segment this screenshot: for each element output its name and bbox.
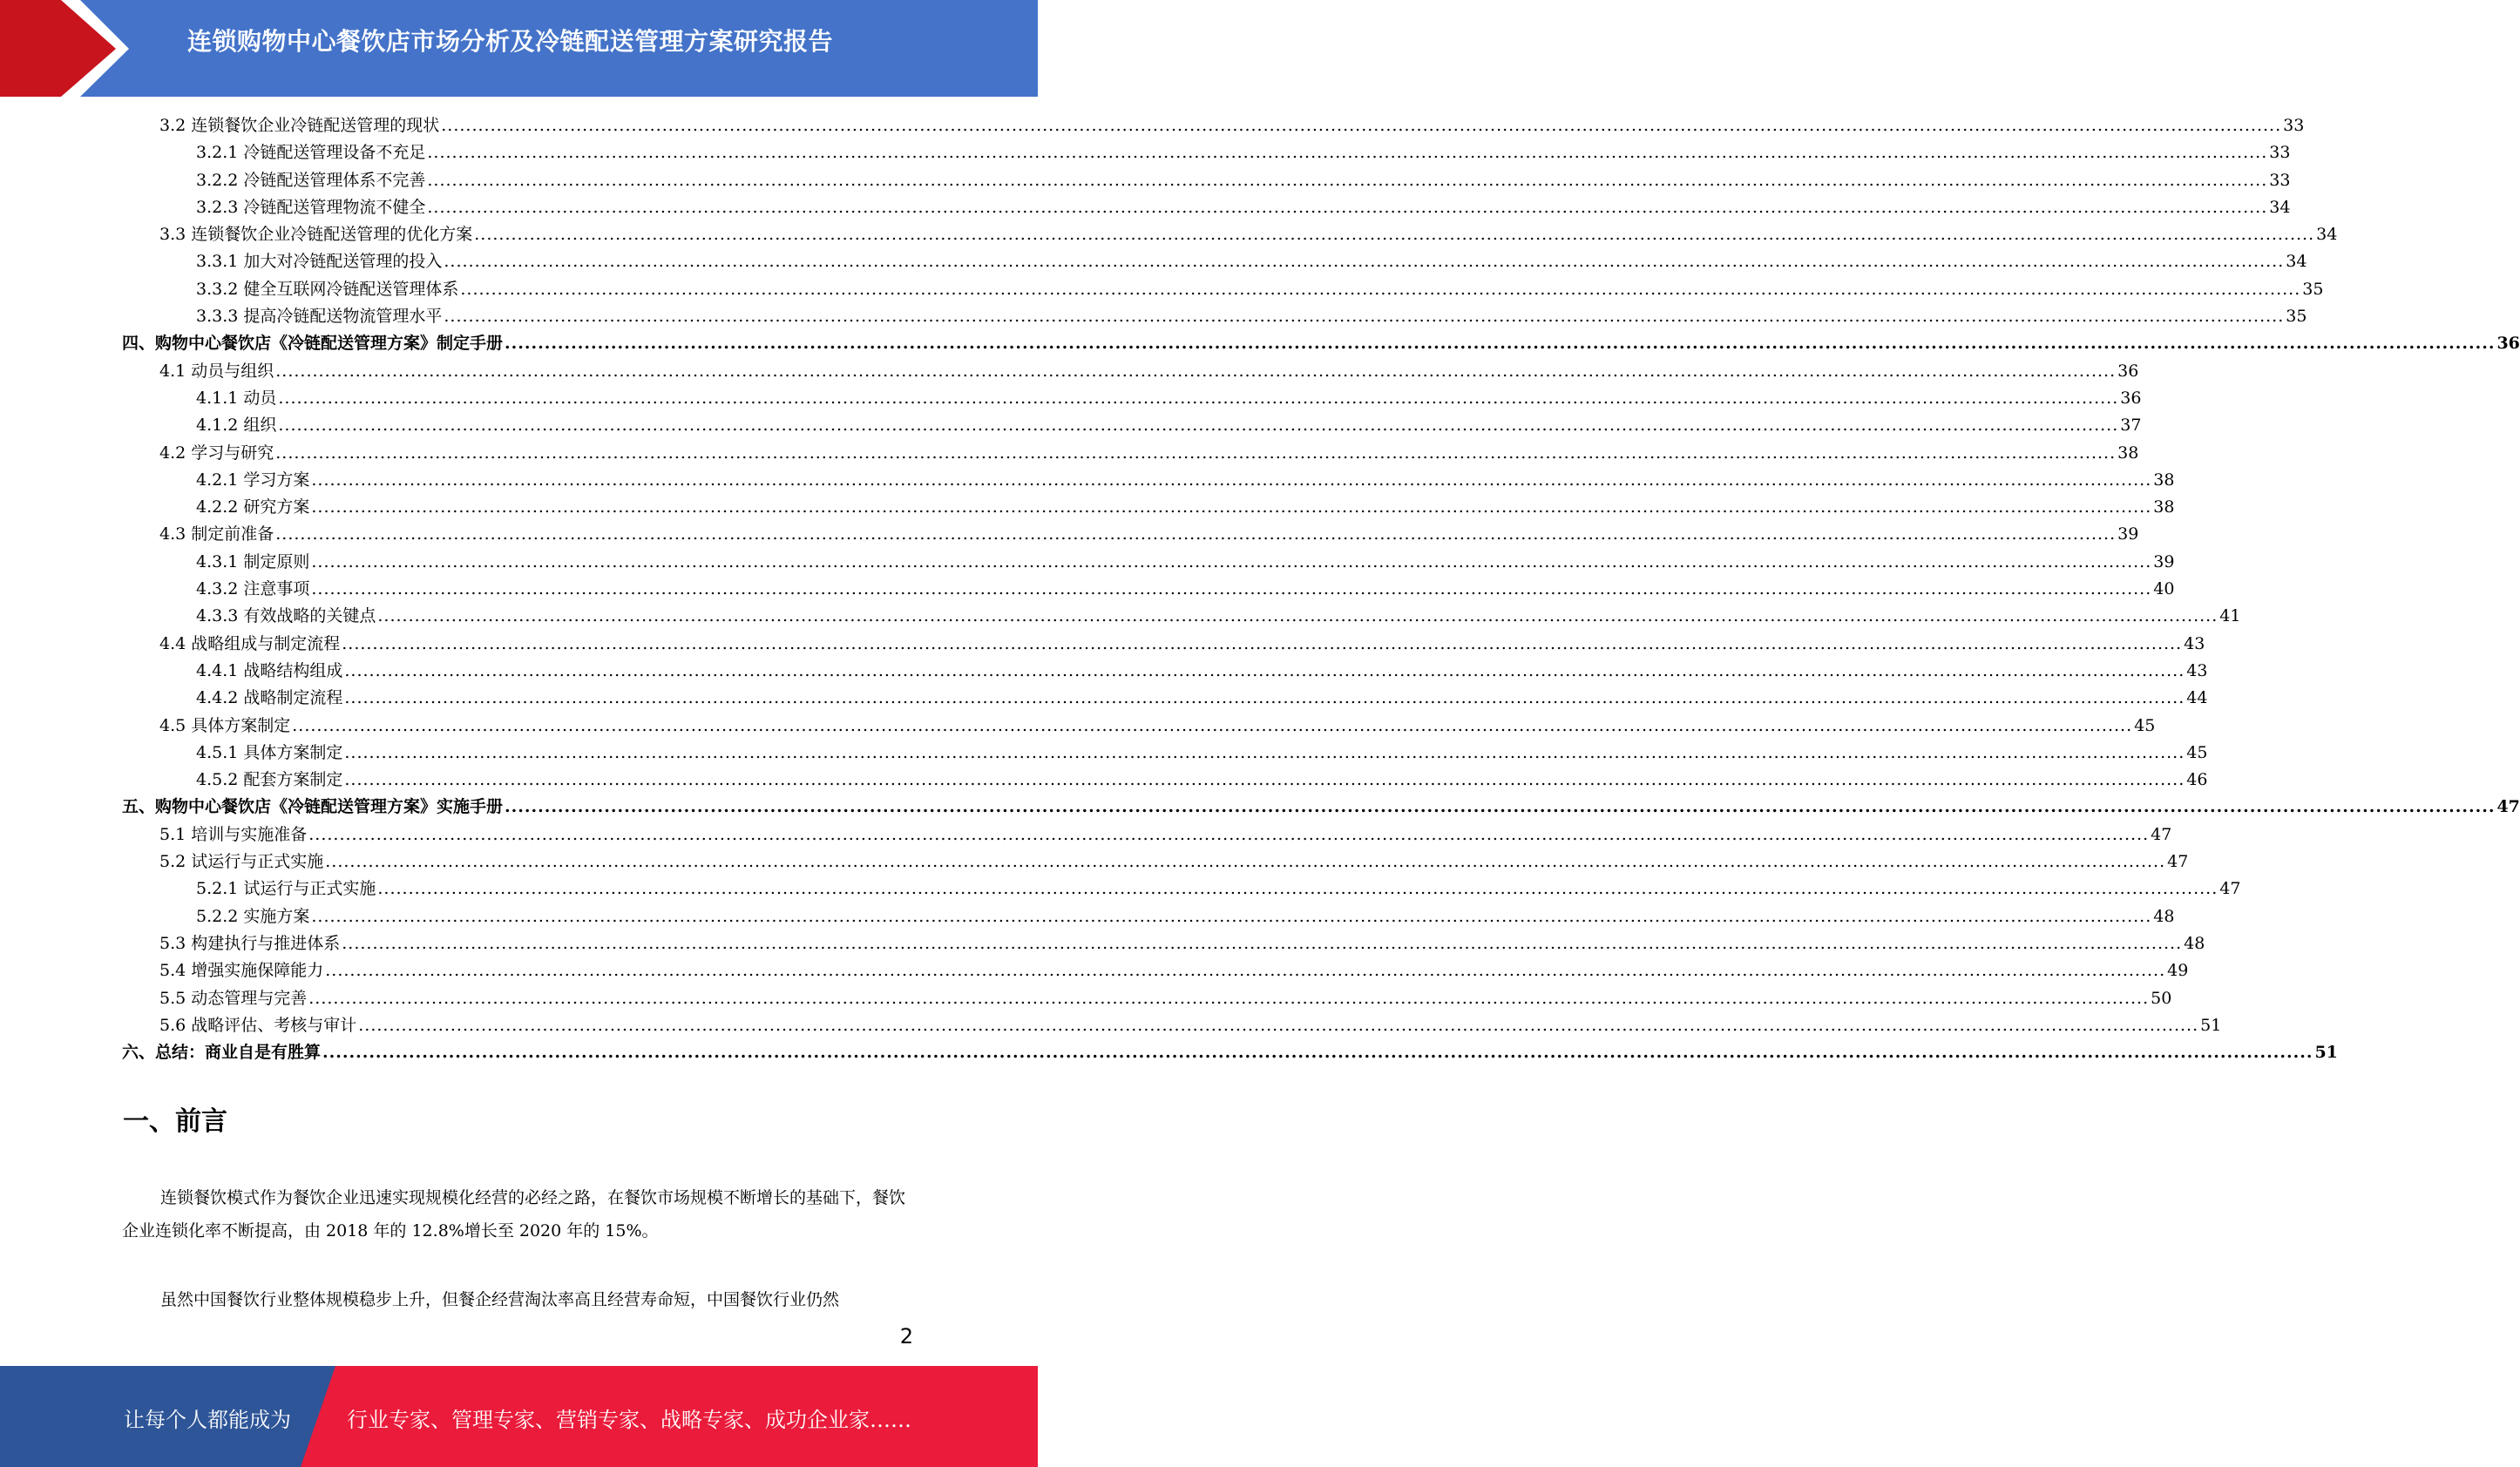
toc-page-number: 38	[2153, 497, 2175, 517]
toc-entry-label: 4.5.1 具体方案制定	[196, 742, 343, 762]
toc-dot-leader: ............................................................................................................................................................................................................................................................................................................	[444, 252, 2285, 272]
toc-page-number: 48	[2184, 933, 2205, 953]
toc-entry-label: 5.5 动态管理与完善	[159, 988, 308, 1008]
toc-entry[interactable]	[122, 385, 2142, 412]
toc-dot-leader: ............................................................................................................................................................................................................................................................................................................	[505, 334, 2496, 354]
toc-entry-label: 3.3.2 健全互联网冷链配送管理体系	[196, 279, 459, 299]
toc-dot-leader: ............................................................................................................................................................................................................................................................................................................	[278, 388, 2119, 408]
toc-entry[interactable]	[122, 358, 2139, 385]
toc-entry[interactable]	[122, 440, 2139, 467]
toc-page-number: 35	[2286, 307, 2307, 327]
page-number: 2	[899, 1324, 913, 1349]
toc-entry-label: 4.4.2 战略制定流程	[196, 688, 343, 708]
toc-entry[interactable]	[122, 494, 2175, 521]
toc-dot-leader: ............................................................................................................................................................................................................................................................................................................	[344, 770, 2185, 790]
toc-entry[interactable]	[122, 685, 2208, 712]
toc-page-number: 34	[2316, 225, 2338, 245]
toc-dot-leader: ............................................................................................................................................................................................................................................................................................................	[441, 116, 2282, 135]
toc-dot-leader: ............................................................................................................................................................................................................................................................................................................	[322, 1043, 2313, 1063]
toc-dot-leader: ............................................................................................................................................................................................................................................................................................................	[308, 824, 2150, 844]
toc-entry-label: 5.4 增强实施保障能力	[159, 961, 324, 981]
toc-page-number: 49	[2167, 961, 2189, 981]
toc-entry-label: 4.1.1 动员	[196, 388, 277, 408]
toc-page-number: 37	[2120, 416, 2142, 436]
toc-dot-leader: ............................................................................................................................................................................................................................................................................................................	[342, 933, 2183, 953]
toc-entry[interactable]	[122, 821, 2172, 848]
toc-entry-label: 4.4 战略组成与制定流程	[159, 633, 341, 653]
toc-page-number: 36	[2120, 388, 2142, 408]
toc-dot-leader: ............................................................................................................................................................................................................................................................................................................	[308, 988, 2150, 1008]
toc-dot-leader: ............................................................................................................................................................................................................................................................................................................	[311, 551, 2152, 571]
toc-entry-label: 3.3.1 加大对冷链配送管理的投入	[196, 252, 443, 272]
toc-entry[interactable]	[122, 957, 2189, 984]
toc-entry[interactable]	[122, 194, 2291, 221]
toc-entry-label: 5.1 培训与实施准备	[159, 824, 308, 844]
toc-page-number: 43	[2184, 633, 2205, 653]
toc-page-number: 33	[2269, 170, 2291, 190]
footer-slogan-left: 让每个人都能成为	[124, 1408, 291, 1432]
footer-banner	[0, 1366, 1038, 1467]
header-bar	[0, 0, 1038, 97]
toc-page-number: 51	[2314, 1043, 2338, 1063]
toc-entry[interactable]	[122, 985, 2172, 1012]
toc-entry[interactable]	[122, 930, 2205, 957]
toc-entry-label: 5.2.2 实施方案	[196, 906, 310, 926]
toc-entry-label: 四、购物中心餐饮店《冷链配送管理方案》制定手册	[122, 334, 504, 354]
toc-dot-leader: ............................................................................................................................................................................................................................................................................................................	[325, 852, 2166, 872]
toc-entry-label: 4.1 动员与组织	[159, 361, 274, 381]
toc-entry[interactable]	[122, 330, 2520, 357]
toc-dot-leader: ............................................................................................................................................................................................................................................................................................................	[311, 906, 2152, 926]
toc-page-number: 47	[2496, 797, 2520, 817]
toc-entry[interactable]	[122, 713, 2156, 740]
toc-page-number: 50	[2151, 988, 2172, 1008]
toc-dot-leader: ............................................................................................................................................................................................................................................................................................................	[427, 170, 2268, 190]
toc-entry-label: 4.3.1 制定原则	[196, 551, 310, 571]
toc-entry[interactable]	[122, 221, 2338, 248]
toc-page-number: 38	[2117, 443, 2139, 463]
toc-entry[interactable]	[122, 303, 2307, 330]
toc-entry-label: 5.2.1 试运行与正式实施	[196, 879, 376, 899]
toc-entry-label: 5.6 战略评估、考核与审计	[159, 1015, 357, 1035]
toc-entry[interactable]	[122, 740, 2208, 767]
toc-entry[interactable]	[122, 658, 2208, 685]
toc-entry-label: 4.5.2 配套方案制定	[196, 770, 343, 790]
toc-entry-label: 4.2 学习与研究	[159, 443, 274, 463]
toc-page-number: 45	[2134, 715, 2156, 735]
toc-page-number: 36	[2496, 334, 2520, 354]
toc-dot-leader: ............................................................................................................................................................................................................................................................................................................	[474, 225, 2315, 245]
toc-entry[interactable]	[122, 167, 2291, 194]
toc-entry[interactable]	[122, 549, 2175, 576]
footer-slogan-right: 行业专家、管理专家、营销专家、战略专家、成功企业家……	[347, 1408, 911, 1432]
toc-entry[interactable]	[122, 276, 2324, 303]
toc-dot-leader: ............................................................................................................................................................................................................................................................................................................	[377, 606, 2219, 626]
toc-entry-label: 5.3 构建执行与推进体系	[159, 933, 341, 953]
toc-entry[interactable]	[122, 767, 2208, 794]
toc-entry[interactable]	[122, 467, 2175, 494]
toc-page-number: 38	[2153, 470, 2175, 490]
toc-dot-leader: ............................................................................................................................................................................................................................................................................................................	[344, 742, 2185, 762]
section-heading: 一、前言	[123, 1106, 227, 1137]
toc-entry[interactable]	[122, 412, 2142, 439]
toc-page-number: 46	[2186, 770, 2208, 790]
toc-entry-label: 5.2 试运行与正式实施	[159, 852, 324, 872]
document-title: 连锁购物中心餐饮店市场分析及冷链配送管理方案研究报告	[187, 27, 834, 56]
table-of-contents	[122, 112, 2520, 1066]
toc-entry-label: 4.3.3 有效战略的关键点	[196, 606, 376, 626]
body-paragraph: 连锁餐饮模式作为餐饮企业迅速实现规模化经营的必经之路，在餐饮市场规模不断增长的基础下，餐饮企业连锁化率不断提高，由 2018 年的 12.8%增长至 2020 年的 15%。	[122, 1188, 906, 1241]
toc-entry-label: 4.1.2 组织	[196, 416, 277, 436]
toc-entry-label: 3.2.2 冷链配送管理体系不完善	[196, 170, 426, 190]
toc-dot-leader: ............................................................................................................................................................................................................................................................................................................	[275, 443, 2117, 463]
toc-entry-label: 3.3.3 提高冷链配送物流管理水平	[196, 307, 443, 327]
toc-page-number: 39	[2117, 524, 2139, 544]
toc-dot-leader: ............................................................................................................................................................................................................................................................................................................	[344, 688, 2185, 708]
toc-entry[interactable]	[122, 521, 2139, 548]
toc-entry[interactable]	[122, 603, 2241, 630]
toc-entry-label: 4.3 制定前准备	[159, 524, 274, 544]
toc-entry-label: 4.2.2 研究方案	[196, 497, 310, 517]
toc-dot-leader: ............................................................................................................................................................................................................................................................................................................	[325, 961, 2166, 981]
toc-page-number: 35	[2302, 279, 2324, 299]
toc-entry-label: 3.2.3 冷链配送管理物流不健全	[196, 197, 426, 217]
toc-entry[interactable]	[122, 848, 2189, 875]
toc-page-number: 47	[2151, 824, 2172, 844]
toc-page-number: 34	[2286, 252, 2307, 272]
toc-entry[interactable]	[122, 794, 2520, 821]
toc-entry-label: 4.2.1 学习方案	[196, 470, 310, 490]
toc-entry[interactable]	[122, 1012, 2222, 1039]
toc-entry[interactable]	[122, 112, 2305, 139]
toc-dot-leader: ............................................................................................................................................................................................................................................................................................................	[505, 797, 2496, 817]
toc-entry[interactable]	[122, 1039, 2338, 1066]
body-paragraph: 虽然中国餐饮行业整体规模稳步上升，但餐企经营淘汰率高且经营寿命短，中国餐饮行业仍然	[160, 1290, 840, 1309]
toc-entry[interactable]	[122, 139, 2291, 166]
toc-page-number: 43	[2186, 660, 2208, 680]
toc-entry-label: 3.3 连锁餐饮企业冷链配送管理的优化方案	[159, 225, 473, 245]
toc-dot-leader: ............................................................................................................................................................................................................................................................................................................	[342, 633, 2183, 653]
toc-entry-label: 4.4.1 战略结构组成	[196, 660, 343, 680]
toc-entry-label: 五、购物中心餐饮店《冷链配送管理方案》实施手册	[122, 797, 504, 817]
toc-dot-leader: ............................................................................................................................................................................................................................................................................................................	[444, 307, 2285, 327]
toc-page-number: 41	[2219, 606, 2241, 626]
toc-dot-leader: ............................................................................................................................................................................................................................................................................................................	[275, 524, 2117, 544]
toc-dot-leader: ............................................................................................................................................................................................................................................................................................................	[427, 197, 2268, 217]
toc-dot-leader: ............................................................................................................................................................................................................................................................................................................	[278, 416, 2119, 436]
toc-entry[interactable]	[122, 875, 2241, 903]
toc-dot-leader: ............................................................................................................................................................................................................................................................................................................	[358, 1015, 2199, 1035]
toc-dot-leader: ............................................................................................................................................................................................................................................................................................................	[460, 279, 2301, 299]
toc-page-number: 33	[2269, 143, 2291, 163]
toc-dot-leader: ............................................................................................................................................................................................................................................................................................................	[377, 879, 2219, 899]
toc-page-number: 47	[2167, 852, 2189, 872]
toc-page-number: 33	[2283, 116, 2305, 135]
toc-page-number: 45	[2186, 742, 2208, 762]
toc-entry-label: 六、总结：商业自是有胜算	[122, 1043, 322, 1063]
toc-entry[interactable]	[122, 903, 2175, 930]
toc-page-number: 51	[2200, 1015, 2222, 1035]
toc-entry-label: 4.5 具体方案制定	[159, 715, 291, 735]
toc-entry[interactable]	[122, 248, 2307, 275]
toc-entry[interactable]	[122, 576, 2175, 603]
toc-page-number: 34	[2269, 197, 2291, 217]
toc-entry-label: 3.2 连锁餐饮企业冷链配送管理的现状	[159, 116, 440, 135]
toc-entry-label: 3.2.1 冷链配送管理设备不充足	[196, 143, 426, 163]
toc-entry-label: 4.3.2 注意事项	[196, 579, 310, 599]
toc-dot-leader: ............................................................................................................................................................................................................................................................................................................	[311, 470, 2152, 490]
toc-page-number: 44	[2186, 688, 2208, 708]
toc-dot-leader: ............................................................................................................................................................................................................................................................................................................	[275, 361, 2117, 381]
toc-page-number: 47	[2219, 879, 2241, 899]
toc-dot-leader: ............................................................................................................................................................................................................................................................................................................	[311, 497, 2152, 517]
toc-entry[interactable]	[122, 631, 2205, 658]
toc-dot-leader: ............................................................................................................................................................................................................................................................................................................	[427, 143, 2268, 163]
toc-page-number: 48	[2153, 906, 2175, 926]
toc-page-number: 36	[2117, 361, 2139, 381]
toc-dot-leader: ............................................................................................................................................................................................................................................................................................................	[311, 579, 2152, 599]
toc-dot-leader: ............................................................................................................................................................................................................................................................................................................	[292, 715, 2133, 735]
toc-page-number: 40	[2153, 579, 2175, 599]
toc-dot-leader: ............................................................................................................................................................................................................................................................................................................	[344, 660, 2185, 680]
toc-page-number: 39	[2153, 551, 2175, 571]
